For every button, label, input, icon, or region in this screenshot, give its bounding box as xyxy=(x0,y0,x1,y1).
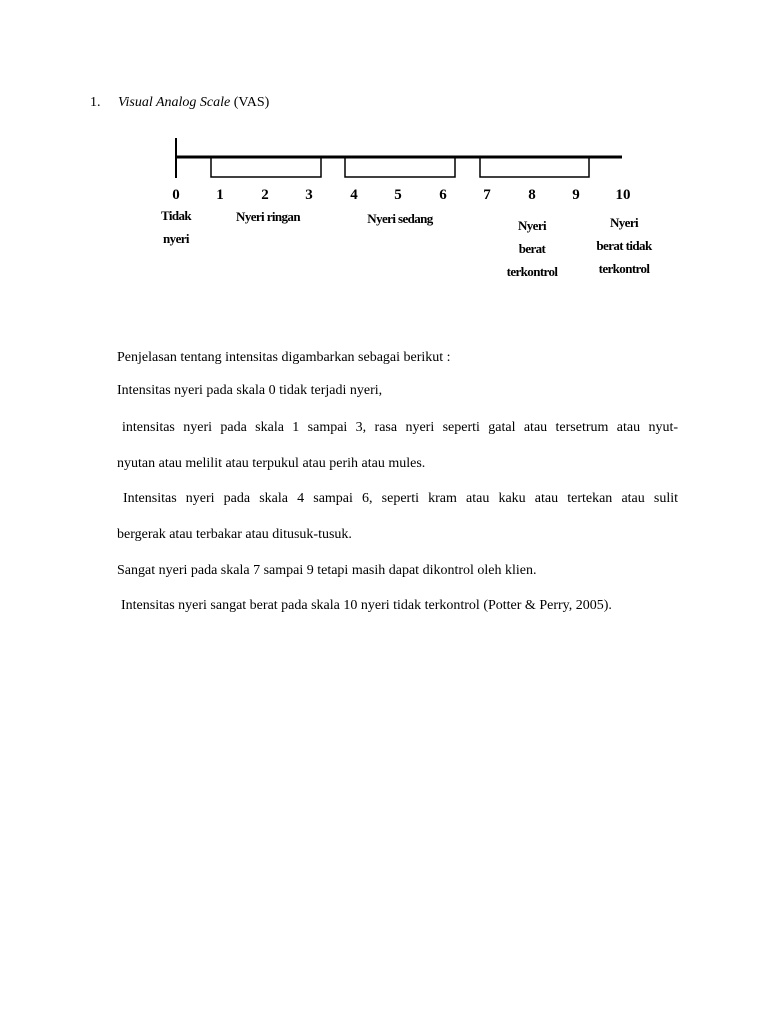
label-mild-pain: Nyeri ringan xyxy=(236,209,300,224)
paragraph-scale-1-3-line2: nyutan atau melilit atau terpukul atau perih atau mules. xyxy=(117,456,426,471)
paragraph-scale-10: Intensitas nyeri sangat berat pada skala 10 nyeri tidak terkontrol (Potter & Perry, 2005). xyxy=(121,598,612,613)
label-severe-uncontrolled: Nyeri berat tidak terkontrol xyxy=(596,215,652,276)
scale-number-1: 1 xyxy=(216,187,224,203)
paragraph-scale-4-6-line2: bergerak atau terbakar atau ditusuk-tusuk. xyxy=(117,527,352,542)
scale-number-4: 4 xyxy=(350,187,358,203)
scale-number-3: 3 xyxy=(305,187,313,203)
list-number: 1. xyxy=(90,95,101,110)
paragraph-scale-0: Intensitas nyeri pada skala 0 tidak terjadi nyeri, xyxy=(117,383,383,398)
scale-number-9: 9 xyxy=(572,187,580,203)
bracket-severe xyxy=(480,157,589,177)
heading-title-abbrev: (VAS) xyxy=(230,95,270,110)
scale-number-5: 5 xyxy=(394,187,402,203)
paragraph-scale-1-3-line1: intensitas nyeri pada skala 1 sampai 3, rasa nyeri seperti gatal atau tersetrum atau nyut- xyxy=(122,420,678,435)
paragraph-scale-4-6-line1: Intensitas nyeri pada skala 4 sampai 6, seperti kram atau kaku atau tertekan atau sulit xyxy=(123,491,678,506)
scale-number-2: 2 xyxy=(261,187,269,203)
scale-number-7: 7 xyxy=(483,187,491,203)
label-moderate-pain: Nyeri sedang xyxy=(367,211,433,226)
scale-number-0: 0 xyxy=(172,187,180,203)
bracket-moderate xyxy=(345,157,455,177)
bracket-mild xyxy=(211,157,321,177)
scale-number-8: 8 xyxy=(528,187,536,203)
label-severe-controlled: Nyeri berat terkontrol xyxy=(506,218,558,279)
scale-number-10: 10 xyxy=(615,187,631,203)
paragraph-intro: Penjelasan tentang intensitas digambarkan sebagai berikut : xyxy=(117,350,451,365)
label-no-pain: Tidak nyeri xyxy=(160,208,191,246)
visual-analog-scale xyxy=(0,0,768,300)
paragraph-scale-7-9: Sangat nyeri pada skala 7 sampai 9 tetapi masih dapat dikontrol oleh klien. xyxy=(117,563,537,578)
scale-number-6: 6 xyxy=(439,187,447,203)
heading-title-italic: Visual Analog Scale xyxy=(118,95,231,110)
